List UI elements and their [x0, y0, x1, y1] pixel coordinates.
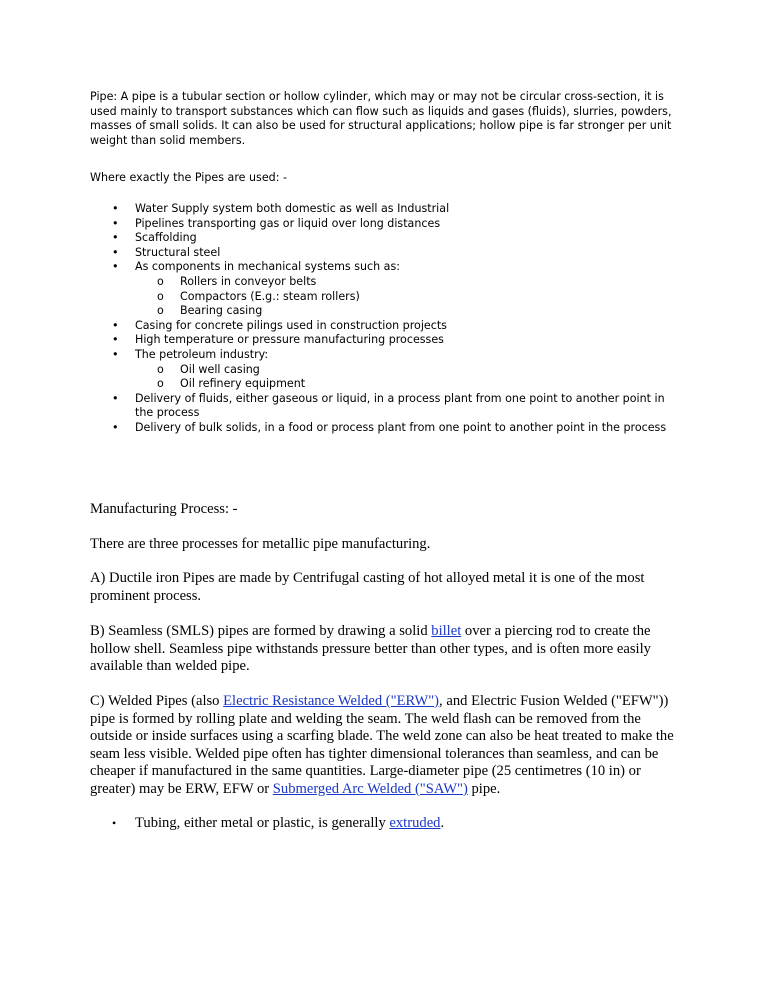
list-item: • Pipelines transporting gas or liquid over long distances [112, 216, 441, 230]
list-item: • Water Supply system both domestic as well as Industrial [112, 202, 450, 215]
bullet-icon: • [112, 216, 119, 230]
bullet-icon: • [112, 347, 119, 361]
sub-list-item: o Oil well casing [157, 362, 260, 376]
sub-bullet-icon: o [157, 274, 164, 288]
bullet-icon: • [112, 202, 119, 215]
tubing-list-item: • Tubing, either metal or plastic, is generally extruded. [112, 815, 445, 831]
sub-list-item: o Bearing casing [157, 304, 263, 318]
list-item: • Delivery of bulk solids, in a food or process plant from one point to another point in the process [112, 420, 667, 434]
bullet-icon: • [112, 318, 119, 332]
list-item: • As components in mechanical systems such as: o Rollers in conveyor belts o Compactors (E.g.: steam rollers) o Bearing casing [90, 260, 680, 318]
sub-bullet-icon: o [157, 377, 164, 391]
erw-link[interactable]: Electric Resistance Welded ("ERW") [223, 693, 440, 709]
bullet-icon: • [112, 420, 119, 434]
sub-list [135, 275, 680, 319]
uses-heading: Where exactly the Pipes are used: - [90, 171, 287, 184]
sub-bullet-icon: o [157, 362, 164, 376]
intro-paragraph: Pipe: A pipe is a tubular section or hollow cylinder, which may or may not be circular cross-section, it is used mainly to transport substances which can flow such as liquids and gases (fluids), slurries, powders, masses of small solids. It can also be used for structural applications; hollow pipe is far stronger per unit weight than solid members. [90, 90, 672, 147]
saw-link[interactable]: Submerged Arc Welded ("SAW") [272, 780, 468, 797]
list-item: • Delivery of fluids, either gaseous or liquid, in a process plant from one point to another point in the process [112, 391, 665, 420]
list-item: • Scaffolding [112, 231, 197, 245]
process-b-paragraph: B) Seamless (SMLS) pipes are formed by drawing a solid billet over a piercing rod to create the hollow shell. Seamless pipe withstands pressure better than other types, and is often more easily available than welded pipe. [90, 623, 651, 675]
sub-bullet-icon: o [157, 304, 164, 318]
extruded-link[interactable]: extruded [389, 815, 441, 831]
uses-list [90, 202, 680, 436]
process-a-paragraph: A) Ductile iron Pipes are made by Centrifugal casting of hot alloyed metal it is one of the most prominent process. [90, 570, 645, 604]
sub-list [135, 363, 680, 392]
billet-link[interactable]: billet [431, 623, 462, 639]
list-item: • Casing for concrete pilings used in construction projects [112, 318, 447, 332]
bullet-icon: • [112, 245, 119, 259]
bullet-icon: • [112, 391, 119, 405]
sub-list-item: o Compactors (E.g.: steam rollers) [157, 289, 360, 303]
list-item: • The petroleum industry: o Oil well casing o Oil refinery equipment [90, 348, 680, 392]
list-item: • High temperature or pressure manufacturing processes [112, 333, 444, 347]
sub-list-item: o Rollers in conveyor belts [157, 274, 317, 288]
bullet-icon: • [112, 816, 117, 830]
bullet-icon: • [112, 260, 119, 274]
list-item: • Structural steel [112, 245, 221, 259]
process-c-paragraph: C) Welded Pipes (also Electric Resistance Welded ("ERW"), and Electric Fusion Welded ("EFW")) pipe is formed by rolling plate and welding the seam. The weld flash can be removed from the outside or inside surfaces using a scarfing blade. The weld zone can also be heat treated to make the seam less visible. Welded pipe often has tighter dimensional tolerances than seamless, and can be cheaper if manufactured in the same quantities. Large-diameter pipe (25 centimetres (10 in) or greater) may be ERW, EFW or Submerged Arc Welded ("SAW") pipe. [90, 693, 674, 797]
manufacturing-heading: Manufacturing Process: - [90, 501, 238, 517]
sub-bullet-icon: o [157, 289, 164, 303]
bullet-icon: • [112, 333, 119, 347]
sub-list-item: o Oil refinery equipment [157, 377, 306, 391]
manufacturing-intro: There are three processes for metallic pipe manufacturing. [90, 536, 431, 552]
bullet-icon: • [112, 231, 119, 245]
